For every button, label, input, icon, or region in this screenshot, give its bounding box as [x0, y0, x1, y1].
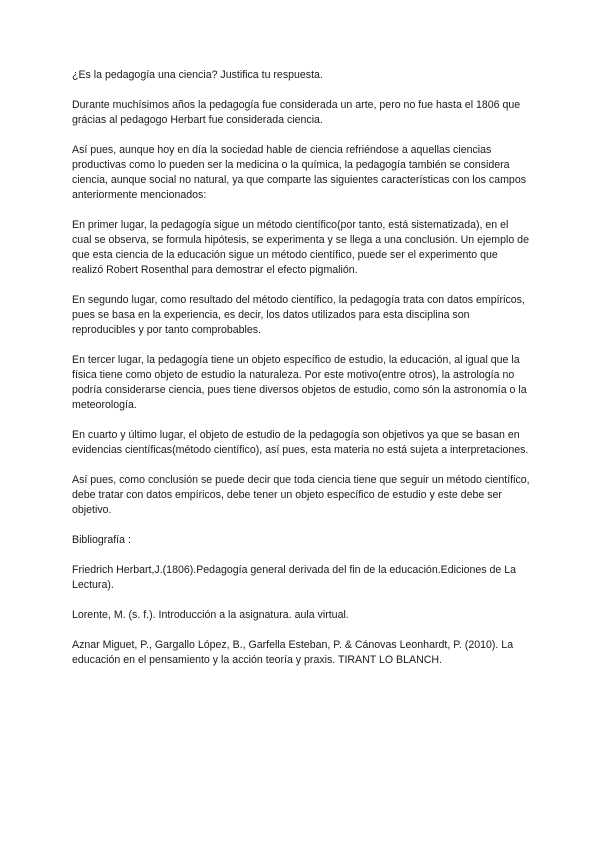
paragraph-context: Así pues, aunque hoy en día la sociedad hable de ciencia refriéndose a aquellas ciencias productivas como lo pueden ser la medicina o la química, la pedagogía también se considera ciencia, aunque social no natural, ya que comparte las siguientes características con los campos anteriormente mencionados: — [72, 144, 527, 201]
paragraph-third-point: En tercer lugar, la pedagogía tiene un objeto específico de estudio, la educación, al igual que la física tiene como objeto de estudio la naturaleza. Por este motivo(entre otros), la astrología no podría considerarse ciencia, pues tiene diversos objetos de estudio, como són la astronomía o la meteorología. — [72, 354, 527, 411]
reference-item: Friedrich Herbart,J.(1806).Pedagogía general derivada del fin de la educación.Ediciones de La Lectura). — [72, 564, 517, 591]
bibliography-heading: Bibliografía : — [72, 534, 131, 546]
reference-item: Aznar Miguet, P., Gargallo López, B., Garfella Esteban, P. & Cánovas Leonhardt, P. (2010). La educación en el pensamiento y la acción teoría y praxis. TIRANT LO BLANCH. — [72, 639, 514, 666]
paragraph-intro: Durante muchísimos años la pedagogía fue considerada un arte, pero no fue hasta el 1806 que grácias al pedagogo Herbart fue considerada ciencia. — [72, 99, 521, 126]
paragraph-conclusion: Así pues, como conclusión se puede decir que toda ciencia tiene que seguir un método científico, debe tratar con datos empíricos, debe tener un objeto específico de estudio y este debe ser objetivo. — [72, 474, 530, 516]
paragraph-second-point: En segundo lugar, como resultado del método científico, la pedagogía trata con datos empíricos, pues se basa en la experiencia, es decir, los datos utilizados para esta disciplina son reproducibles y por tanto comprobables. — [72, 294, 525, 336]
paragraph-fourth-point: En cuarto y último lugar, el objeto de estudio de la pedagogía son objetivos ya que se basan en evidencias científicas(método científico), así pues, esta materia no está sujeta a interpretaciones. — [72, 429, 529, 456]
question-heading: ¿Es la pedagogía una ciencia? Justifica tu respuesta. — [72, 69, 323, 81]
paragraph-first-point: En primer lugar, la pedagogía sigue un método científico(por tanto, está sistematizada), en el cual se observa, se formula hipótesis, se experimenta y se llega a una conclusión. Un ejemplo de que esta ciencia de la educación sigue un método científico, puede ser el experimento que realizó Robert Rosenthal para demostrar el efecto pigmalión. — [72, 219, 529, 276]
document-body — [72, 68, 530, 683]
reference-item: Lorente, M. (s. f.). Introducción a la asignatura. aula virtual. — [72, 609, 349, 621]
